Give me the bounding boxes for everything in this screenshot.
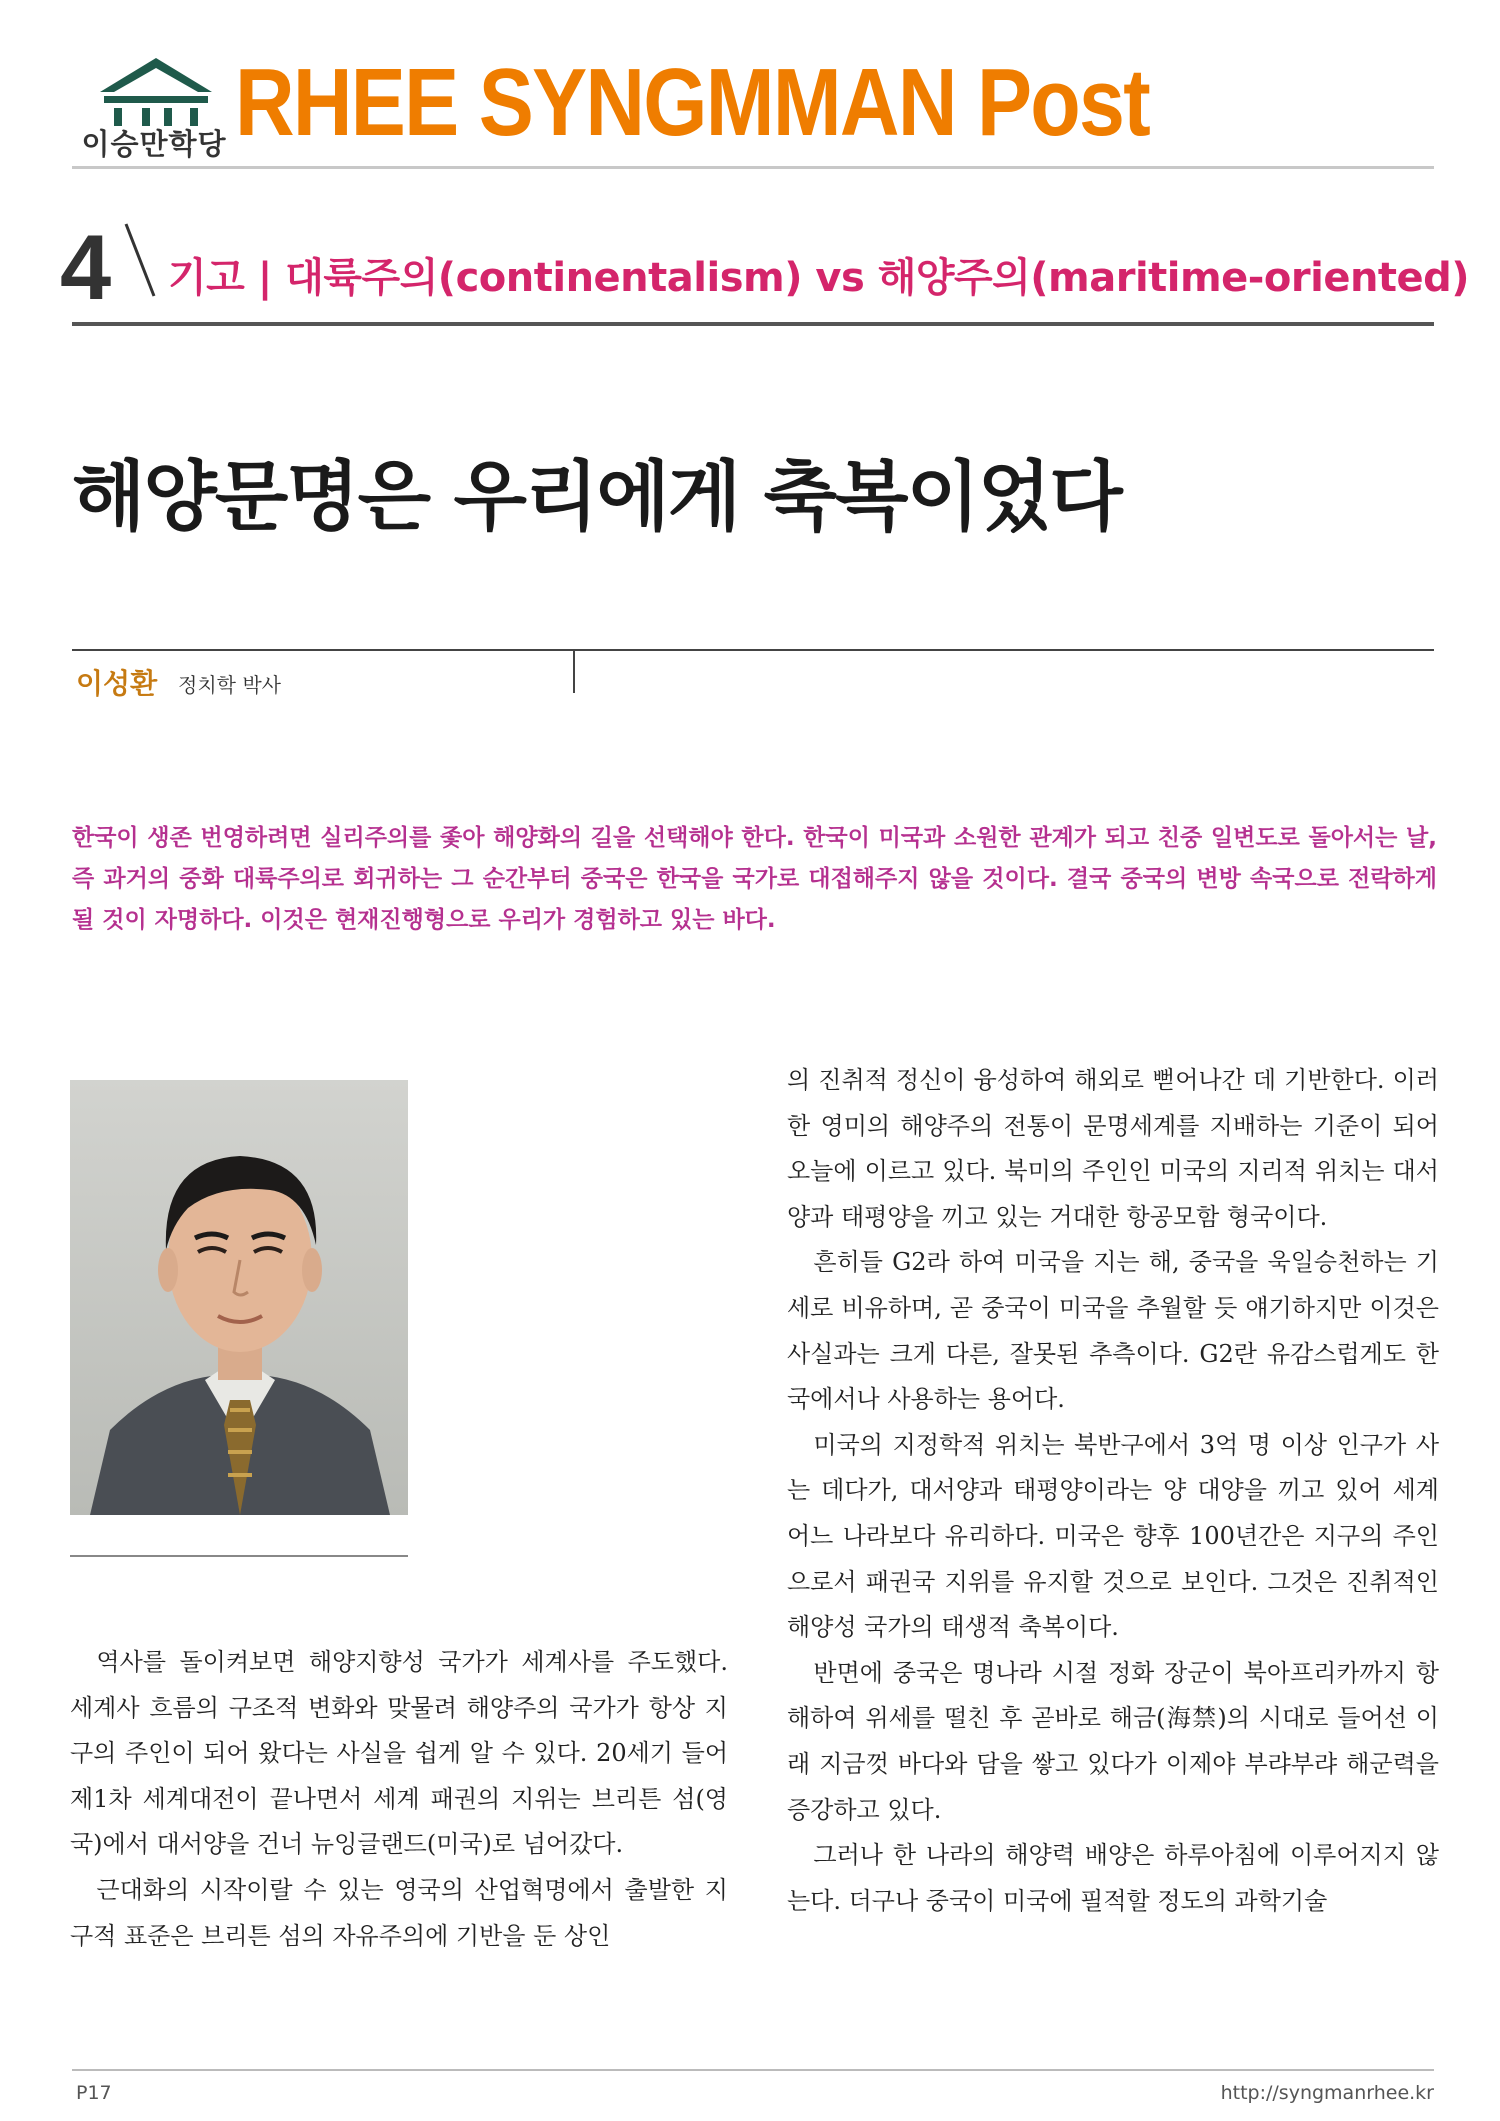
article-body-right-column [787,1058,1439,1924]
article-headline: 해양문명은 우리에게 축복이었다 [72,452,1121,541]
logo-text: 이승만학당 [81,127,227,161]
masthead-rule [72,166,1434,169]
publication-title: RHEE SYNGMMAN Post [235,49,1149,156]
footer-rule [72,2069,1434,2071]
body-paragraph: 미국의 지정학적 위치는 북반구에서 3억 명 이상 인구가 사는 데다가, 대서양과 태평양이라는 양 대양을 끼고 있어 세계 어느 나라보다 유리하다. 미국은 향후 100년간은 지구의 주인으로서 패권국 지위를 유지할 것으로 보인다. 그것은 진취적인 해양성 국가의 태생적 축복이다. [787,1430,1439,1642]
body-paragraph: 근대화의 시작이랄 수 있는 영국의 산업혁명에서 출발한 지구적 표준은 브리튼 섬의 자유주의에 기반을 둔 상인 [70,1875,728,1950]
section-slash-icon [120,220,160,300]
section-title: 기고 | 대륙주의(continentalism) vs 해양주의(maritime-oriented) [168,255,1470,301]
body-paragraph-continuation: 의 진취적 정신이 융성하여 해외로 뻗어나간 데 기반한다. 이러한 영미의 해양주의 전통이 문명세계를 지배하는 기준이 되어 오늘에 이르고 있다. 북미의 주인인 미국의 지리적 위치는 대서양과 태평양을 끼고 있는 거대한 항공모함 형국이다. [787,1066,1439,1231]
body-paragraph: 흔히들 G2라 하여 미국을 지는 해, 중국을 욱일승천하는 기세로 비유하며, 곧 중국이 미국을 추월할 듯 얘기하지만 이것은 사실과는 크게 다른, 잘못된 추측이다. G2란 유감스럽게도 한국에서나 사용하는 용어다. [787,1248,1439,1414]
author-portrait [70,1080,408,1515]
byline-rule [72,649,1434,651]
section-number: 4 [60,217,112,319]
body-paragraph: 반면에 중국은 명나라 시절 정화 장군이 북아프리카까지 항해하여 위세를 떨친 후 곧바로 해금(海禁)의 시대로 들어선 이래 지금껏 바다와 담을 쌓고 있다가 이제야 부랴부랴 해군력을 증강하고 있다. [787,1658,1439,1824]
page-number: P17 [76,2082,112,2104]
body-paragraph: 역사를 돌이켜보면 해양지향성 국가가 세계사를 주도했다. 세계사 흐름의 구조적 변화와 맞물려 해양주의 국가가 항상 지구의 주인이 되어 왔다는 사실을 쉽게 알 수 있다. 20세기 들어 제1차 세계대전이 끝나면서 세계 패권의 지위는 브리튼 섬(영국)에서 대서양을 건너 뉴잉글랜드(미국)로 넘어갔다. [70,1648,728,1859]
article-body-left-column [70,1640,728,1959]
site-url-link[interactable]: http://syngmanrhee.kr [1220,2082,1434,2104]
body-paragraph: 그러나 한 나라의 해양력 배양은 하루아침에 이루어지지 않는다. 더구나 중국이 미국에 필적할 정도의 과학기술 [787,1841,1439,1915]
portrait-rule [70,1555,408,1557]
author-title: 정치학 박사 [178,673,281,697]
byline-divider [573,651,575,693]
section-rule [72,322,1434,326]
author-name: 이성환 [76,667,158,700]
article-lead: 한국이 생존 번영하려면 실리주의를 좇아 해양화의 길을 선택해야 한다. 한국이 미국과 소원한 관계가 되고 친중 일변도로 돌아서는 날, 즉 과거의 중화 대륙주의로 회귀하는 그 순간부터 중국은 한국을 국가로 대접해주지 않을 것이다. 결국 중국의 변방 속국으로 전락하게 될 것이 자명하다. 이것은 현재진행형으로 우리가 경험하고 있는 바다. [72,825,1437,933]
